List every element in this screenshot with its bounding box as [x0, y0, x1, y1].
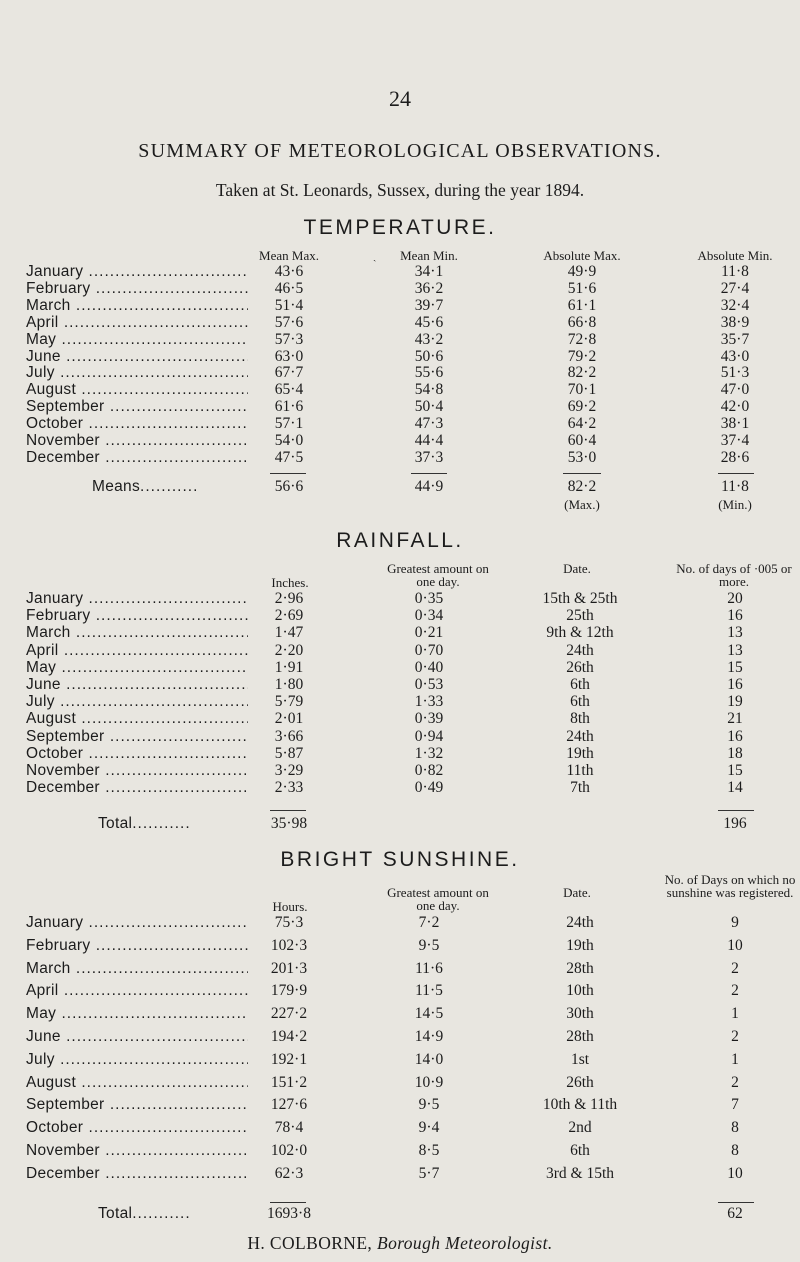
rainfall-cell-c2: 24th [566, 727, 594, 745]
temperature-cell-c1: 45·6 [414, 313, 444, 331]
col-header-days-rain: No. of days of ·005 or more. [676, 561, 792, 589]
temperature-cell-c1: 34·1 [414, 263, 444, 280]
sunshine-month-label: November ..... [26, 1142, 248, 1160]
sunshine-month-label: April ..... [26, 982, 248, 1000]
temperature-cell-c1: 55·6 [414, 364, 444, 382]
divider [718, 1202, 754, 1203]
temperature-cell-c1: 50·4 [414, 398, 444, 416]
temperature-cell-c2: 72·8 [567, 330, 597, 348]
sunshine-cell-c2: 10th [566, 982, 594, 1000]
rainfall-cell-c2: 8th [570, 710, 590, 728]
rainfall-total-days: 196 [723, 815, 747, 832]
temperature-cell-c3: 28·6 [720, 448, 750, 466]
temperature-cell-c0: 57·3 [274, 330, 304, 348]
sunshine-month-label: June ..... [26, 1028, 248, 1046]
rainfall-cell-c0: 5·79 [274, 693, 304, 711]
rainfall-cell-c0: 3·29 [274, 762, 304, 779]
sunshine-cell-c3: 2 [731, 982, 739, 1000]
temperature-month-label: February ..... [26, 280, 248, 298]
page-subtitle: Taken at St. Leonards, Sussex, during the year 1894. [215, 180, 585, 200]
sunshine-cell-c2: 28th [566, 959, 594, 977]
rainfall-cell-c1: 0·94 [414, 727, 444, 745]
sunshine-cell-c3: 9 [731, 914, 739, 931]
rainfall-month-label: February ..... [26, 607, 248, 625]
divider [270, 810, 306, 811]
sunshine-cell-c0: 151·2 [270, 1073, 308, 1091]
temperature-month-label: May ..... [26, 331, 248, 349]
temperature-cell-c3: 51·3 [720, 364, 750, 382]
temperature-cell-c3: 38·9 [720, 313, 750, 331]
rainfall-cell-c3: 14 [727, 779, 743, 797]
sunshine-cell-c1: 5·7 [418, 1164, 440, 1182]
temperature-month-label: September ..... [26, 398, 248, 416]
min-note: (Min.) [718, 497, 752, 512]
temperature-cell-c2: 64·2 [567, 415, 597, 433]
sunshine-month-label: May ..... [26, 1005, 248, 1023]
temperature-cell-c2: 53·0 [567, 448, 597, 466]
sunshine-heading: BRIGHT SUNSHINE. [280, 848, 520, 871]
temperature-cell-c2: 66·8 [567, 313, 597, 331]
sunshine-cell-c2: 30th [566, 1005, 594, 1023]
rainfall-cell-c1: 0·53 [414, 676, 444, 693]
sunshine-cell-c2: 24th [566, 914, 594, 931]
rainfall-month-label: March ..... [26, 624, 248, 642]
sunshine-cell-c1: 14·9 [414, 1028, 444, 1045]
temperature-cell-c1: 50·6 [414, 347, 444, 365]
max-note: (Max.) [564, 497, 600, 512]
sunshine-total-label: Total ..... [98, 1205, 248, 1223]
temperature-cell-c2: 49·9 [567, 263, 597, 280]
rainfall-heading: RAINFALL. [336, 529, 464, 552]
rainfall-cell-c0: 1·91 [274, 658, 304, 676]
rainfall-cell-c0: 5·87 [274, 744, 304, 762]
rainfall-cell-c1: 0·82 [414, 762, 444, 779]
temperature-cell-c1: 39·7 [414, 296, 444, 314]
temperature-cell-c3: 37·4 [720, 432, 750, 449]
divider [270, 1202, 306, 1203]
temperature-cell-c3: 11·8 [721, 263, 749, 280]
temperature-cell-c0: 57·1 [274, 415, 304, 433]
temperature-month-label: March ..... [26, 297, 248, 315]
sunshine-cell-c2: 1st [570, 1050, 590, 1068]
sunshine-cell-c0: 75·3 [274, 914, 304, 931]
rainfall-cell-c1: 0·70 [414, 641, 444, 659]
rainfall-month-label: July ..... [26, 693, 248, 711]
temperature-cell-c1: 54·8 [414, 381, 444, 399]
sunshine-cell-c2: 6th [570, 1142, 590, 1159]
temperature-cell-c3: 27·4 [720, 279, 750, 297]
temperature-cell-c0: 67·7 [274, 364, 304, 382]
sunshine-cell-c3: 7 [731, 1096, 739, 1114]
sunshine-total-hours: 1693·8 [267, 1205, 311, 1222]
col-header-mean-max: Mean Max. [259, 248, 319, 263]
rainfall-month-label: August ..... [26, 710, 248, 728]
signature-name: H. COLBORNE, [247, 1233, 373, 1253]
sunshine-month-label: September ..... [26, 1096, 248, 1114]
rainfall-cell-c1: 1·33 [414, 693, 444, 711]
rainfall-cell-c1: 0·49 [414, 779, 444, 797]
rainfall-cell-c3: 16 [727, 676, 743, 693]
sunshine-cell-c1: 7·2 [418, 914, 440, 931]
rainfall-cell-c1: 0·40 [414, 658, 444, 676]
rainfall-month-label: November ..... [26, 762, 248, 780]
rainfall-cell-c1: 0·39 [414, 710, 444, 728]
divider [270, 473, 306, 474]
col-header-date: Date. [563, 561, 591, 576]
sunshine-cell-c1: 9·5 [418, 936, 440, 954]
sunshine-cell-c3: 2 [731, 1028, 739, 1045]
means-absolute-min: 11·8 [721, 478, 749, 495]
sunshine-month-label: January ..... [26, 914, 248, 932]
rainfall-cell-c2: 15th & 25th [542, 590, 618, 607]
divider [718, 810, 754, 811]
temperature-cell-c1: 47·3 [414, 415, 444, 433]
col-header-days-no-sunshine: No. of Days on which no sunshine was registered. [664, 872, 796, 900]
rainfall-month-label: May ..... [26, 659, 248, 677]
sunshine-cell-c2: 3rd & 15th [545, 1164, 615, 1182]
rainfall-cell-c1: 0·34 [414, 607, 444, 625]
temperature-month-label: June ..... [26, 348, 248, 366]
rainfall-cell-c2: 6th [570, 693, 590, 711]
temperature-cell-c0: 61·6 [274, 398, 304, 416]
temperature-cell-c0: 46·5 [274, 279, 304, 297]
sunshine-cell-c0: 227·2 [270, 1005, 308, 1023]
rainfall-total-label: Total ..... [98, 815, 248, 833]
rainfall-cell-c2: 7th [570, 779, 590, 797]
rainfall-cell-c2: 25th [566, 607, 594, 625]
rainfall-cell-c1: 0·35 [414, 590, 444, 607]
sunshine-cell-c3: 1 [731, 1005, 739, 1023]
temperature-cell-c2: 60·4 [567, 432, 597, 449]
rainfall-cell-c3: 21 [727, 710, 743, 728]
rainfall-month-label: October ..... [26, 745, 248, 763]
temperature-cell-c3: 35·7 [720, 330, 750, 348]
temperature-cell-c3: 32·4 [720, 296, 750, 314]
rainfall-cell-c2: 9th & 12th [546, 624, 614, 642]
means-label: Means ..... [92, 478, 248, 496]
sunshine-month-label: July ..... [26, 1051, 248, 1069]
rainfall-cell-c2: 24th [566, 641, 594, 659]
temperature-cell-c3: 42·0 [720, 398, 750, 416]
rainfall-cell-c2: 11th [566, 762, 594, 779]
temperature-cell-c0: 51·4 [274, 296, 304, 314]
rainfall-month-label: April ..... [26, 642, 248, 660]
rainfall-total-inches: 35·98 [270, 815, 308, 832]
rainfall-cell-c0: 2·20 [274, 641, 304, 659]
sunshine-cell-c3: 10 [727, 936, 743, 954]
rainfall-cell-c1: 0·21 [414, 624, 444, 642]
temperature-cell-c2: 51·6 [567, 279, 597, 297]
sunshine-cell-c3: 1 [731, 1050, 739, 1068]
col-header-greatest-amount: Greatest amount on one day. [387, 561, 489, 589]
sunshine-cell-c3: 2 [731, 959, 739, 977]
page-title: SUMMARY OF METEOROLOGICAL OBSERVATIONS. [138, 140, 662, 162]
means-mean-min: 44·9 [414, 478, 444, 495]
temperature-month-label: August ..... [26, 381, 248, 399]
sunshine-cell-c1: 8·5 [418, 1142, 440, 1159]
divider [718, 473, 754, 474]
sunshine-total-days: 62 [727, 1205, 743, 1222]
signature-role: Borough Meteorologist. [376, 1233, 553, 1253]
sunshine-cell-c1: 10·9 [414, 1073, 444, 1091]
rainfall-month-label: December ..... [26, 779, 248, 797]
rainfall-cell-c0: 2·01 [274, 710, 304, 728]
temperature-month-label: April ..... [26, 314, 248, 332]
temperature-month-label: January ..... [26, 263, 248, 281]
rainfall-cell-c3: 13 [727, 624, 743, 642]
sunshine-cell-c1: 14·0 [414, 1050, 444, 1068]
divider [563, 473, 601, 474]
sunshine-cell-c2: 10th & 11th [542, 1096, 618, 1114]
temperature-cell-c2: 69·2 [567, 398, 597, 416]
rainfall-month-label: June ..... [26, 676, 248, 694]
sunshine-cell-c3: 2 [731, 1073, 739, 1091]
rainfall-cell-c1: 1·32 [414, 744, 444, 762]
temperature-cell-c3: 38·1 [720, 415, 750, 433]
sunshine-cell-c1: 14·5 [414, 1005, 444, 1023]
rainfall-cell-c0: 3·66 [274, 727, 304, 745]
sunshine-cell-c0: 78·4 [274, 1119, 304, 1137]
temperature-cell-c2: 70·1 [567, 381, 597, 399]
rainfall-month-label: September ..... [26, 728, 248, 746]
temperature-heading: TEMPERATURE. [303, 216, 497, 239]
temperature-cell-c1: 44·4 [414, 432, 444, 449]
page-number: 24 [389, 86, 411, 111]
temperature-cell-c1: 43·2 [414, 330, 444, 348]
temperature-cell-c0: 57·6 [274, 313, 304, 331]
temperature-month-label: December ..... [26, 449, 248, 467]
temperature-cell-c3: 47·0 [720, 381, 750, 399]
sunshine-cell-c1: 11·6 [415, 959, 443, 977]
temperature-cell-c2: 79·2 [567, 347, 597, 365]
sunshine-cell-c3: 8 [731, 1119, 739, 1137]
rainfall-cell-c0: 1·47 [274, 624, 304, 642]
means-mean-max: 56·6 [274, 478, 304, 495]
sunshine-cell-c3: 8 [731, 1142, 739, 1159]
col-header-inches: Inches. [271, 575, 309, 590]
rainfall-cell-c3: 18 [727, 744, 743, 762]
col-header-absolute-max: Absolute Max. [543, 248, 621, 263]
temperature-cell-c2: 82·2 [567, 364, 597, 382]
printer-mark-icon: ˏ [373, 251, 377, 262]
sunshine-cell-c2: 19th [566, 936, 594, 954]
rainfall-cell-c3: 15 [727, 762, 743, 779]
rainfall-cell-c2: 19th [566, 744, 594, 762]
rainfall-cell-c3: 16 [727, 607, 743, 625]
sunshine-cell-c0: 102·0 [270, 1142, 308, 1159]
rainfall-cell-c2: 6th [570, 676, 590, 693]
rainfall-month-label: January ..... [26, 590, 248, 608]
rainfall-cell-c0: 1·80 [274, 676, 304, 693]
rainfall-cell-c3: 20 [727, 590, 743, 607]
sunshine-cell-c0: 201·3 [270, 959, 308, 977]
rainfall-cell-c0: 2·69 [274, 607, 304, 625]
col-header-absolute-min: Absolute Min. [697, 248, 773, 263]
sunshine-cell-c2: 26th [566, 1073, 594, 1091]
sunshine-month-label: October ..... [26, 1119, 248, 1137]
sunshine-cell-c3: 10 [727, 1164, 743, 1182]
sunshine-month-label: December ..... [26, 1165, 248, 1183]
sunshine-cell-c0: 179·9 [270, 982, 308, 1000]
rainfall-cell-c3: 15 [727, 658, 743, 676]
sunshine-cell-c1: 9·5 [418, 1096, 440, 1114]
rainfall-cell-c2: 26th [566, 658, 594, 676]
sunshine-cell-c2: 28th [566, 1028, 594, 1045]
rainfall-cell-c3: 13 [727, 641, 743, 659]
col-header-greatest-amount: Greatest amount on one day. [387, 885, 489, 913]
divider [411, 473, 447, 474]
rainfall-cell-c3: 19 [727, 693, 743, 711]
sunshine-cell-c1: 11·5 [415, 982, 443, 1000]
sunshine-month-label: August ..... [26, 1074, 248, 1092]
sunshine-cell-c0: 127·6 [270, 1096, 308, 1114]
sunshine-cell-c0: 192·1 [270, 1050, 308, 1068]
col-header-hours: Hours. [272, 899, 308, 914]
sunshine-cell-c0: 194·2 [270, 1028, 308, 1045]
temperature-cell-c0: 54·0 [274, 432, 304, 449]
temperature-cell-c3: 43·0 [720, 347, 750, 365]
rainfall-cell-c3: 16 [727, 727, 743, 745]
temperature-cell-c0: 43·6 [274, 263, 304, 280]
col-header-mean-min: Mean Min. [400, 248, 458, 263]
temperature-cell-c1: 36·2 [414, 279, 444, 297]
temperature-month-label: July ..... [26, 364, 248, 382]
col-header-date: Date. [563, 885, 591, 900]
temperature-month-label: November ..... [26, 432, 248, 450]
temperature-cell-c0: 47·5 [274, 448, 304, 466]
sunshine-month-label: February ..... [26, 937, 248, 955]
rainfall-cell-c0: 2·33 [274, 779, 304, 797]
rainfall-cell-c0: 2·96 [274, 590, 304, 607]
temperature-cell-c0: 63·0 [274, 347, 304, 365]
sunshine-cell-c0: 102·3 [270, 936, 308, 954]
signature [0, 1233, 800, 1254]
sunshine-cell-c0: 62·3 [274, 1164, 304, 1182]
means-absolute-max: 82·2 [567, 478, 597, 495]
sunshine-cell-c1: 9·4 [418, 1119, 440, 1137]
sunshine-cell-c2: 2nd [568, 1119, 592, 1137]
temperature-cell-c2: 61·1 [567, 296, 597, 314]
temperature-cell-c1: 37·3 [414, 448, 444, 466]
temperature-month-label: October ..... [26, 415, 248, 433]
sunshine-month-label: March ..... [26, 960, 248, 978]
temperature-cell-c0: 65·4 [274, 381, 304, 399]
